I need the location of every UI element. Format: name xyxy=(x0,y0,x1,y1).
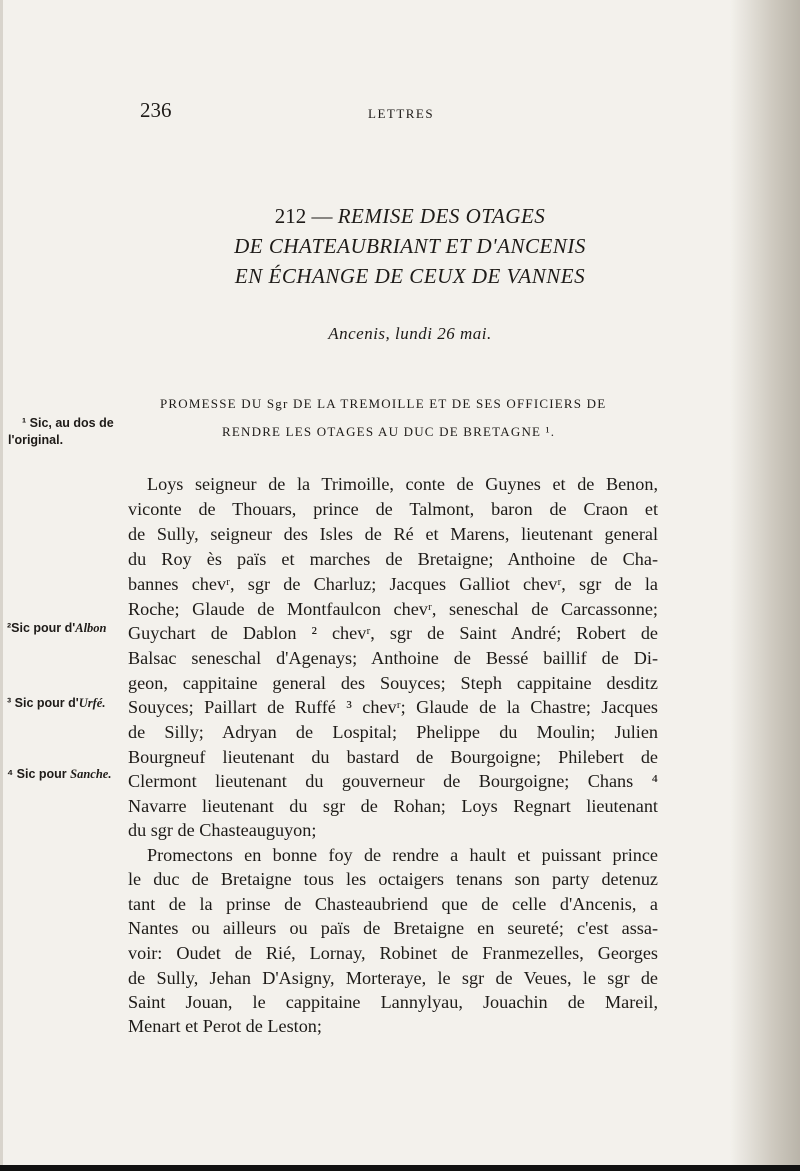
body-line: le duc de Bretaigne tous les octaigers tenans son party detenuz xyxy=(128,869,658,889)
running-title: LETTRES xyxy=(368,106,435,121)
margin-note-1: ¹ Sic, au dos de xyxy=(22,416,114,430)
body-line: Guychart de Dablon ² chevʳ, sgr de Saint André; Robert de xyxy=(128,623,658,643)
page-number: 236 xyxy=(140,98,172,122)
margin-note-2-prefix: ²Sic pour d' xyxy=(7,621,76,635)
body-line: Menart et Perot de Leston; xyxy=(128,1016,322,1036)
margin-note-3-prefix: ³ Sic pour d' xyxy=(7,696,79,710)
body-line: Roche; Glaude de Montfaulcon chevʳ, seneschal de Carcassonne; xyxy=(128,599,658,619)
body-line: du sgr de Chasteauguyon; xyxy=(128,820,317,840)
body-line: viconte de Thouars, prince de Talmont, baron de Craon et xyxy=(128,499,658,519)
body-line: Navarre lieutenant du sgr de Rohan; Loys Regnart lieutenant xyxy=(128,796,658,816)
body-line: Bourgneuf lieutenant du bastard de Bourgoigne; Philebert de xyxy=(128,747,658,767)
gutter-shadow xyxy=(730,0,800,1171)
body-line: Nantes ou ailleurs ou païs de Bretaigne en seureté; c'est assa- xyxy=(128,918,658,938)
letter-title-line-3: EN ÉCHANGE DE CEUX DE VANNES xyxy=(234,264,586,288)
body-line: Clermont lieutenant du gouverneur de Bourgoigne; Chans ⁴ xyxy=(128,771,658,791)
page-left-edge xyxy=(0,0,3,1171)
letter-title-line-1 xyxy=(150,204,670,229)
margin-note-3 xyxy=(7,696,105,711)
body-line: de Silly; Adryan de Lospital; Phelippe du Moulin; Julien xyxy=(128,722,658,742)
margin-note-4 xyxy=(7,767,111,782)
body-line: Balsac seneschal d'Agenays; Anthoine de Bessé baillif de Di- xyxy=(128,648,658,668)
letter-title-line-2: DE CHATEAUBRIANT ET D'ANCENIS xyxy=(234,234,586,258)
body-line: Promectons en bonne foy de rendre a hault et puissant prince xyxy=(147,845,658,865)
summary-line-2: RENDRE LES OTAGES AU DUC DE BRETAGNE ¹. xyxy=(222,424,556,439)
body-line: Souyces; Paillart de Ruffé ³ chevʳ; Glaude de la Chastre; Jacques xyxy=(128,697,658,717)
summary-line-1: PROMESSE DU Sgr DE LA TREMOILLE ET DE SES OFFICIERS DE xyxy=(160,396,607,411)
letter-number: 212 — xyxy=(274,204,333,228)
margin-note-4-prefix: ⁴ Sic pour xyxy=(7,767,71,781)
dateline: Ancenis, lundi 26 mai. xyxy=(328,324,492,343)
body-line: de Sully, seigneur des Isles de Ré et Marens, lieutenant general xyxy=(128,524,658,544)
body-line: geon, cappitaine general des Souyces; Steph cappitaine desditz xyxy=(128,673,658,693)
body-line: du Roy ès païs et marches de Bretaigne; Anthoine de Cha- xyxy=(128,549,658,569)
body-line: voir: Oudet de Rié, Lornay, Robinet de Franmezelles, Georges xyxy=(128,943,658,963)
body-line: Saint Jouan, le cappitaine Lannylyau, Jouachin de Mareil, xyxy=(128,992,658,1012)
margin-note-1-cont: l'original. xyxy=(8,433,64,447)
margin-note-2-word: Albon xyxy=(75,621,107,635)
body-line: Loys seigneur de la Trimoille, conte de Guynes et de Benon, xyxy=(147,474,658,494)
page-bottom-edge xyxy=(0,1165,800,1171)
body-line: de Sully, Jehan D'Asigny, Morteraye, le sgr de Veues, le sgr de xyxy=(128,968,658,988)
body-line: tant de la prinse de Chasteaubriend que de celle d'Ancenis, a xyxy=(128,894,658,914)
margin-note-2 xyxy=(7,621,107,636)
letter-title-text-1: REMISE DES OTAGES xyxy=(337,204,546,228)
margin-note-4-word: Sanche. xyxy=(70,767,112,781)
margin-note-3-word: Urfé. xyxy=(78,696,106,710)
body-line: bannes chevʳ, sgr de Charluz; Jacques Galliot chevʳ, sgr de la xyxy=(128,574,658,594)
